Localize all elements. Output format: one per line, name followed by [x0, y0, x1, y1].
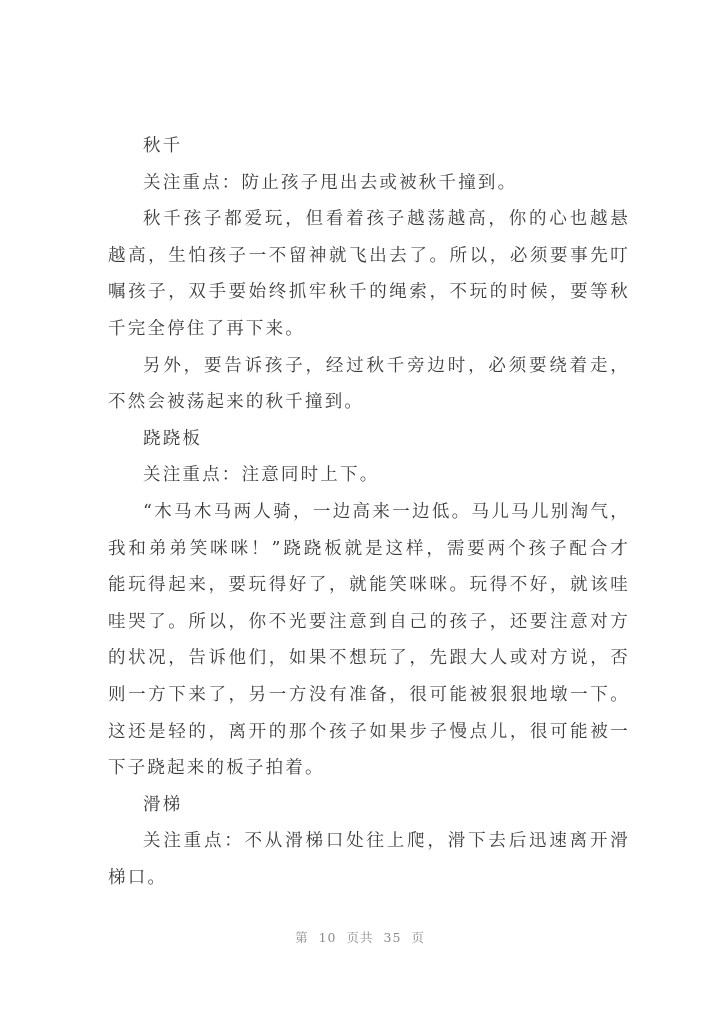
slide-focus-point: 关注重点：不从滑梯口处往上爬，滑下去后迅速离开滑梯口。 [108, 831, 630, 888]
swing-paragraph-2: 另外，要告诉孩子，经过秋千旁边时，必须要绕着走，不然会被荡起来的秋千撞到。 [108, 355, 630, 413]
seesaw-paragraph-1: “木马木马两人骑，一边高来一边低。马儿马儿别淘气，我和弟弟笑咪咪！”跷跷板就是这样，需要两个孩子配合才能玩得起来，要玩得好了，就能笑咪咪。玩得不好，就该哇哇哭了。所以，你不光要注意到自己的孩子，还要注意对方的状况，告诉他们，如果不想玩了，先跟大人或对方说，否则一方下来了，另一方没有准备，很可能被狠狠地墩一下。这还是轻的，离开的那个孩子如果步子慢点儿，很可能被一下子跷起来的板子拍着。 [108, 501, 630, 779]
footer-total-pages: 35 [383, 930, 402, 945]
swing-focus-point: 关注重点：防止孩子甩出去或被秋千撞到。 [143, 172, 518, 193]
section-heading-slide: 滑梯 [143, 794, 183, 815]
footer-prefix: 第 [295, 930, 309, 945]
footer-current-page: 10 [318, 930, 337, 945]
document-page [108, 128, 630, 896]
footer-middle: 页共 [346, 930, 374, 945]
page-footer [0, 928, 720, 946]
section-heading-swing: 秋千 [143, 136, 183, 156]
swing-paragraph-1: 秋千孩子都爱玩，但看着孩子越荡越高，你的心也越悬越高，生怕孩子一不留神就飞出去了。所以，必须要事先叮嘱孩子，双手要始终抓牢秋千的绳索，不玩的时候，要等秋千完全停住了再下来。 [108, 209, 630, 339]
seesaw-focus-point: 关注重点：注意同时上下。 [143, 465, 380, 486]
section-heading-seesaw: 跷跷板 [143, 428, 203, 449]
footer-suffix: 页 [411, 930, 425, 945]
